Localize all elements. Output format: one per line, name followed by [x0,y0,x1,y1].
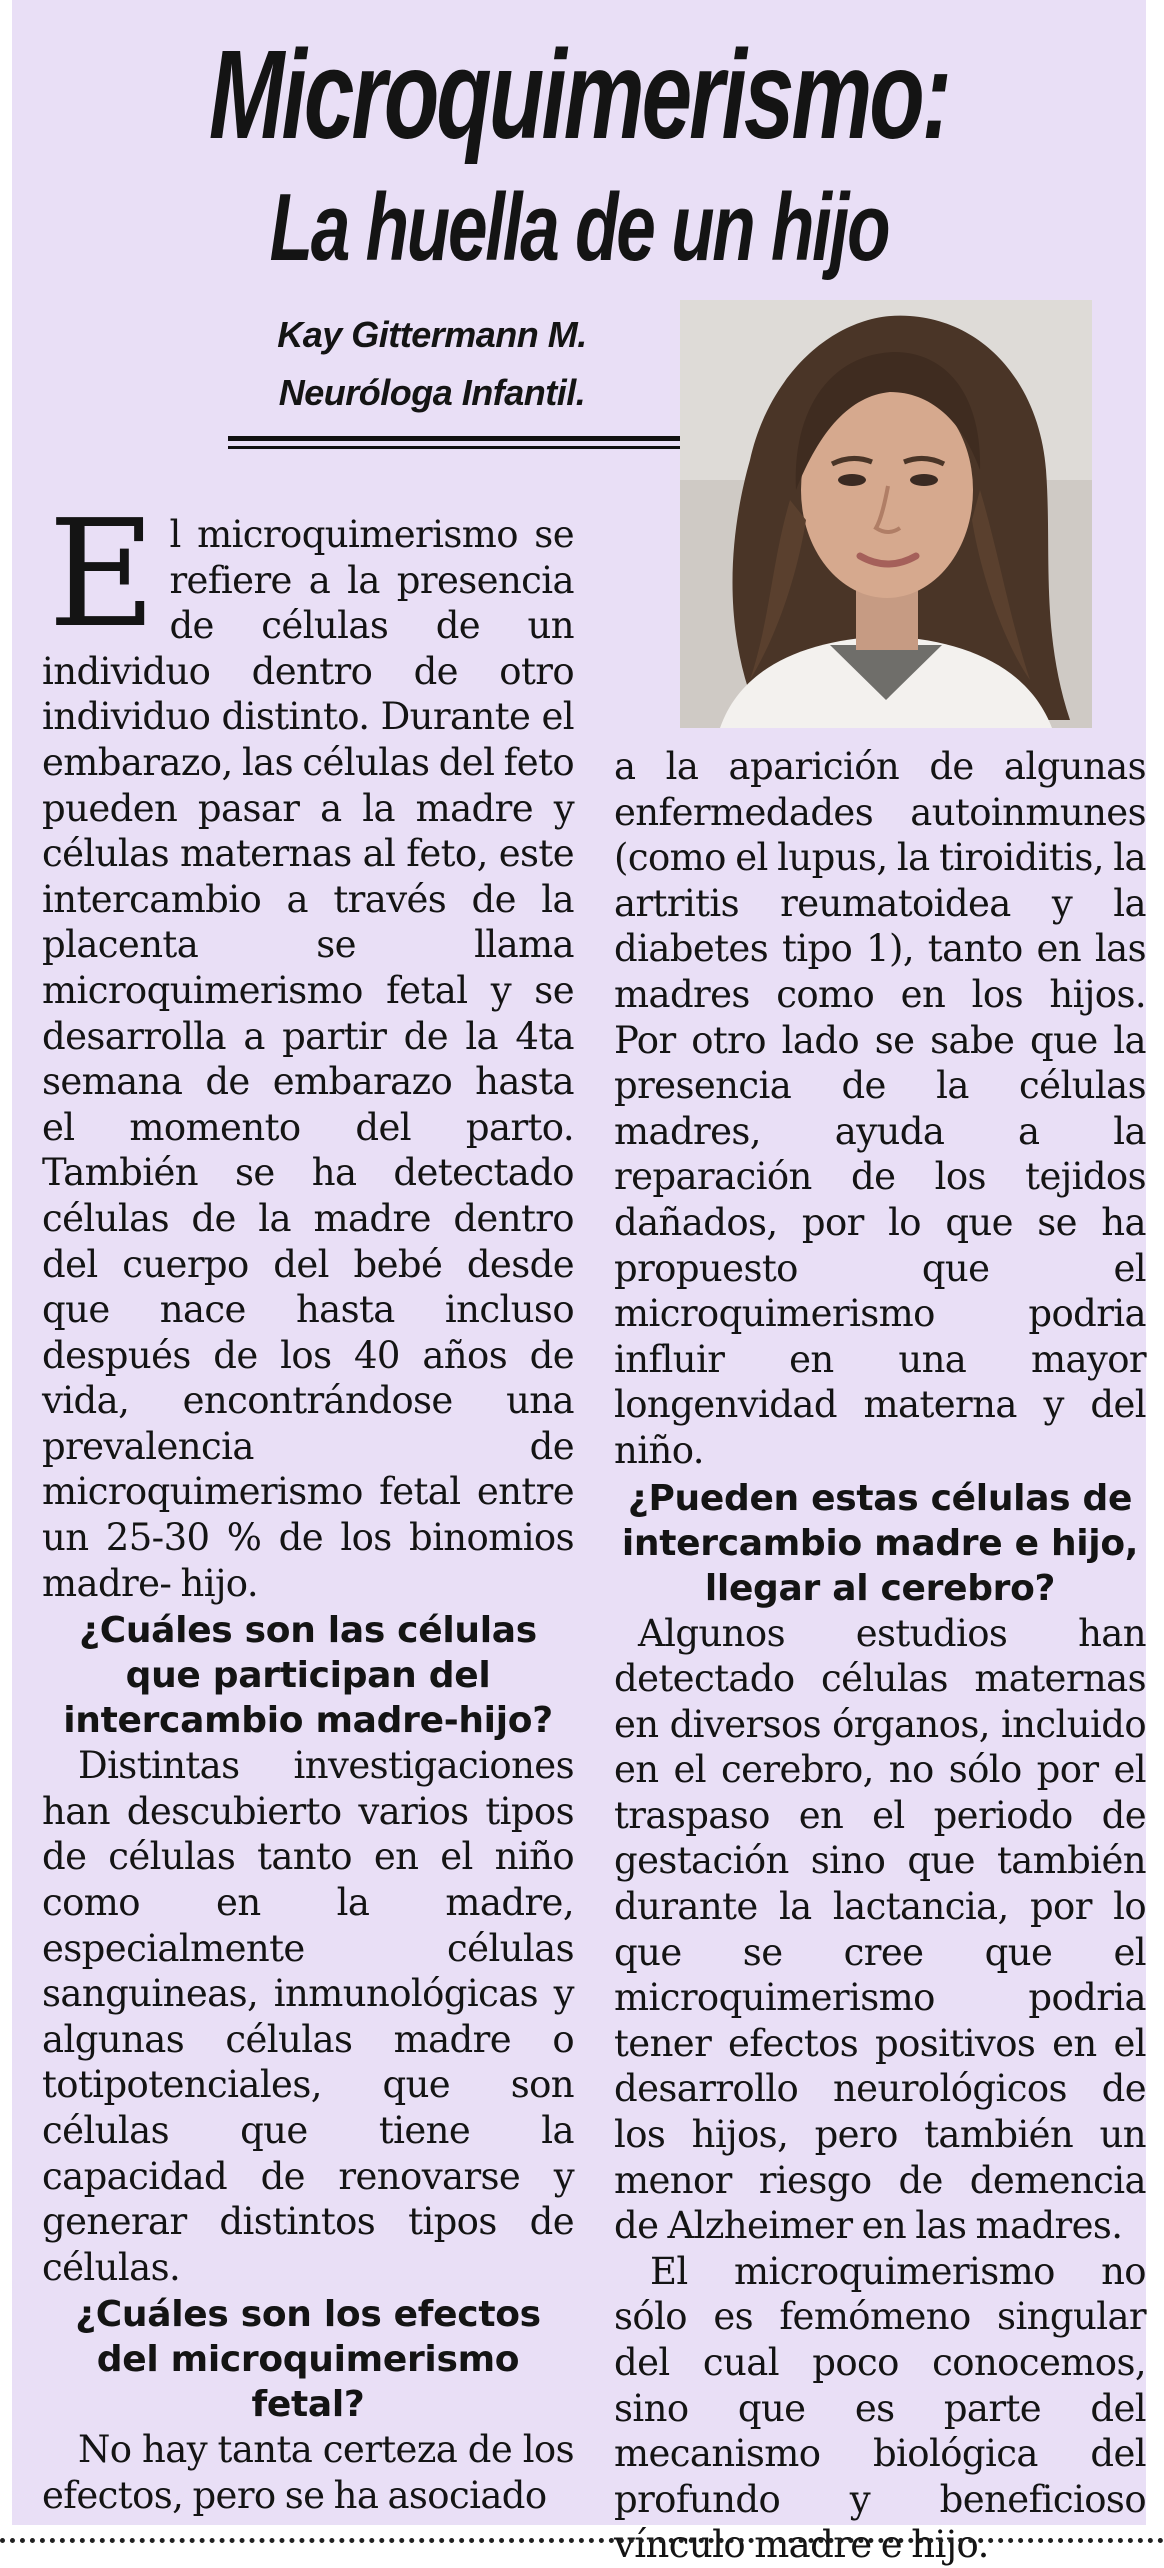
section2-text-start: No hay tanta certeza de los efectos, pero se ha asociado [42,2428,574,2517]
author-photo [680,300,1092,728]
section3-heading: ¿Pueden estas células de intercambio madre e hijo, llegar al cerebro? [621,1477,1139,1609]
author-name: Kay Gittermann M. [277,314,587,355]
article-title: Microquimerismo: [208,24,950,165]
byline-divider-bottom [228,446,706,449]
byline-divider-top [228,436,706,441]
article-page [12,0,1146,2567]
intro-text: l microquimerismo se refiere a la presencia de células de un individuo dentro de otro individuo distinto. Durante el embarazo, las células del feto pueden pasar a la madre y células maternas al feto, este intercambio a través de la placenta se llama microquimerismo fetal y se desarrolla a partir de la 4ta semana de embarazo hasta el momento del parto. También se ha detectado células de la madre dentro del cuerpo del bebé desde que nace hasta incluso después de los 40 años de vida, encontrándose una prevalencia de microquimerismo fetal entre un 25-30 % de los binomios madre- hijo. [42,513,574,1605]
author-portrait-image [680,300,1092,728]
section1-text: Distintas investigaciones han descubierto varios tipos de células tanto en el niño como en la madre, especialmente células sanguineas, inmunológicas y algunas células madre o totipotenciales, que son células que tiene la capacidad de renovarse y generar distintos tipos de células. [42,1744,574,2289]
section1-heading: ¿Cuáles son las células que participan del intercambio madre-hijo? [63,1610,553,1742]
article-subtitle: La huella de un hijo [269,174,889,281]
intro-paragraph [42,488,574,1606]
section2-heading: ¿Cuáles son los efectos del microquimerismo fetal? [75,2294,541,2426]
section2-text-continued: a la aparición de algunas enfermedades autoinmunes (como el lupus, la tiroiditis, la artritis reumatoidea y la diabetes tipo 1), tanto en las madres como en los hijos. Por otro lado se sabe que la presencia de la células madres, ayuda a la reparación de los tejidos dañados, por lo que se ha propuesto que el microquimerismo podria influir en una mayor longenvidad materna y del niño. [614,745,1146,1472]
author-role: Neuróloga Infantil. [278,372,586,413]
drop-cap: E [48,488,156,660]
closing-paragraph: El microquimerismo no sólo es femómeno singular del cual poco conocemos, sino que es parte del mecanismo biológica del profundo y beneficioso vínculo madre e hijo. [614,2249,1146,2567]
right-column [614,744,1146,2568]
left-column [42,488,574,2519]
page-bottom-dotted-rule [0,2538,1164,2543]
section3-text: Algunos estudios han detectado células maternas en diversos órganos, incluido en el cerebro, no sólo por el traspaso en el periodo de gestación sino que también durante la lactancia, por lo que se cree que el microquimerismo podria tener efectos positivos en el desarrollo neurológicos de los hijos, pero también un menor riesgo de demencia de Alzheimer en las madres. [614,1611,1146,2248]
